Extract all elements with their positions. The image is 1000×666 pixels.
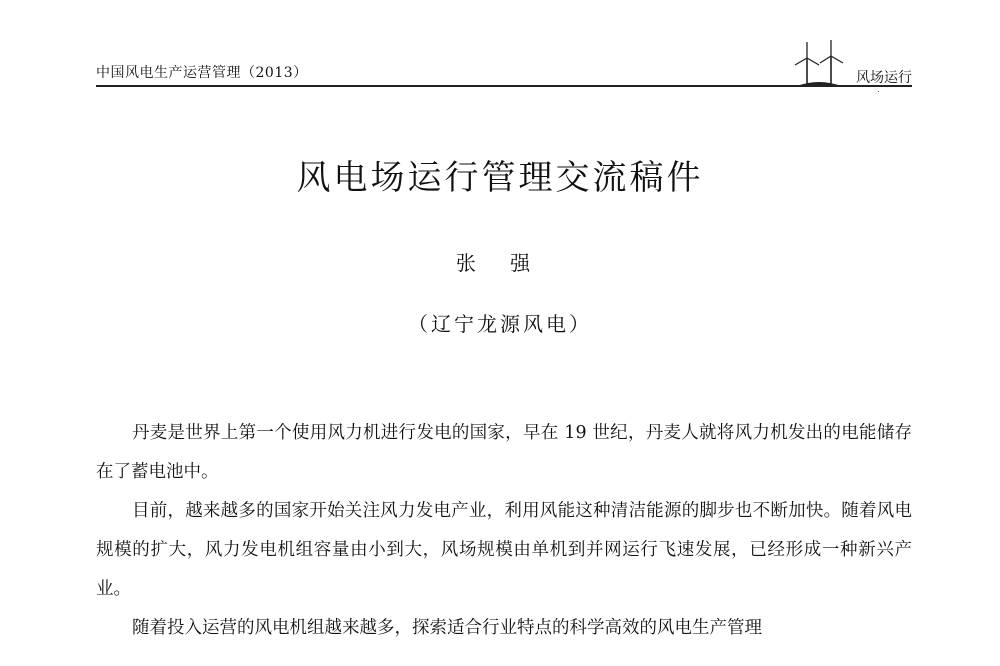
header-divider	[96, 85, 912, 87]
author-affiliation: （辽宁龙源风电）	[408, 312, 592, 336]
journal-name: 中国风电生产运营管理（2013）	[96, 65, 308, 81]
wind-turbine-icon	[793, 38, 853, 88]
running-header	[96, 0, 912, 92]
paragraph: 随着投入运营的风电机组越来越多，探索适合行业特点的科学高效的风电生产管理	[132, 618, 762, 638]
scan-speck	[878, 91, 879, 92]
author-name: 张 强	[455, 251, 545, 275]
paragraph: 目前，越来越多的国家开始关注风力发电产业，利用风能这种清洁能源的脚步也不断加快。随着风电规模的扩大，风力发电机组容量由小到大，风场规模由单机到并网运行飞速发展，已经形成一种新兴产业。	[96, 501, 912, 599]
section-name: 风场运行	[856, 70, 912, 86]
article-body	[96, 414, 912, 648]
paragraph: 丹麦是世界上第一个使用风力机进行发电的国家，早在 19 世纪，丹麦人就将风力机发出的电能储存在了蓄电池中。	[96, 423, 912, 482]
article-title: 风电场运行管理交流稿件	[296, 158, 704, 198]
